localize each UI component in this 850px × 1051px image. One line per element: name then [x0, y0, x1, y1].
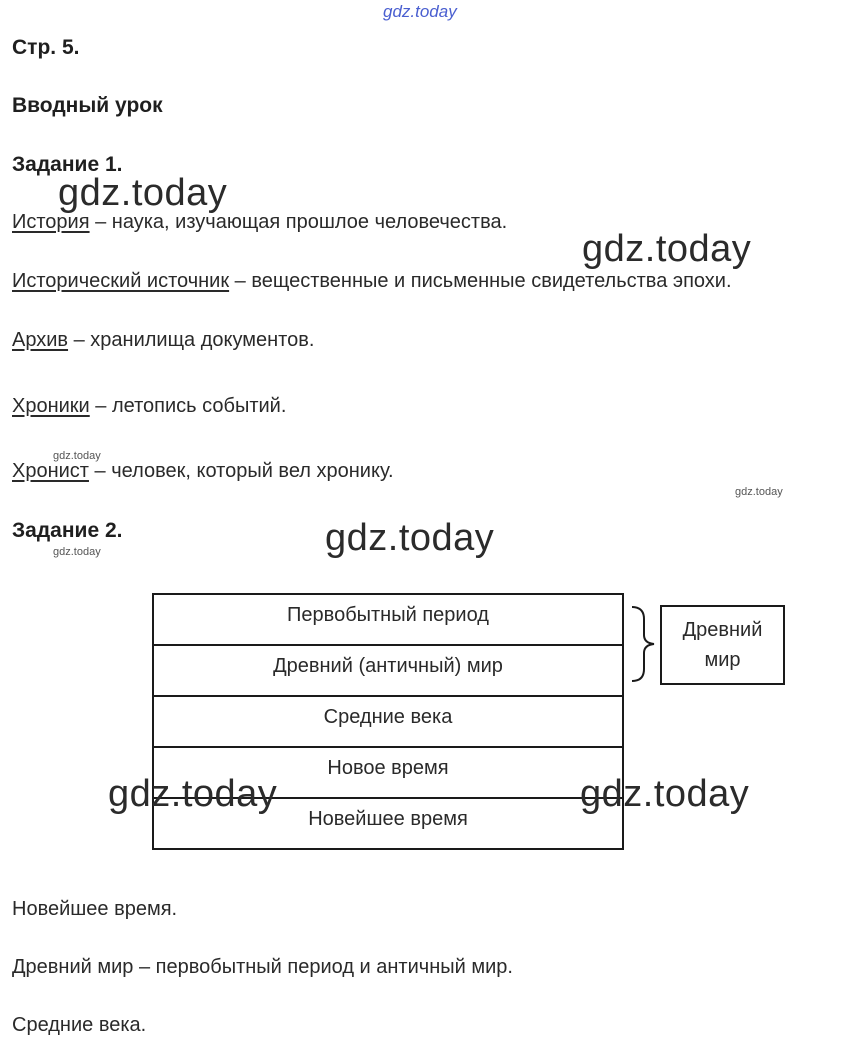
definition-term: История [12, 211, 90, 233]
definition-text: – наука, изучающая прошлое человечества. [89, 211, 508, 233]
definition-term: Исторический источник [12, 270, 230, 292]
task1-heading: Задание 1. [12, 153, 123, 176]
definition-text: – человек, который вел хронику. [88, 460, 394, 482]
watermark-big: gdz.today [582, 228, 752, 270]
watermark-big: gdz.today [108, 773, 278, 815]
period-row: Новейшее время [308, 808, 468, 830]
definition-term: Архив [12, 329, 69, 351]
definition-khroniki [12, 395, 286, 418]
period-row: Новое время [154, 748, 622, 799]
period-row: Древний (античный) мир [154, 646, 622, 697]
watermark-big: gdz.today [325, 517, 495, 559]
period-row: Средние века [154, 697, 622, 748]
bracket-label: Древний мир [682, 619, 763, 671]
period-row: Первобытный период [154, 595, 622, 646]
definition-term: Хроники [12, 395, 90, 417]
definition-istochnik [12, 270, 732, 293]
bracket-label-box [660, 605, 785, 685]
watermark-small: gdz.today [53, 546, 101, 558]
watermark-big: gdz.today [580, 773, 750, 815]
page-label: Стр. 5. [12, 36, 80, 59]
answer-line: Средние века. [12, 1014, 147, 1036]
definition-text: – вещественные и письменные свидетельства эпохи. [229, 270, 732, 292]
definition-khronist [12, 460, 394, 483]
definition-arkhiv [12, 329, 314, 352]
answer-line: Новейшее время. [12, 898, 178, 920]
task2-heading: Задание 2. [12, 519, 123, 542]
brace-icon [628, 605, 664, 683]
definition-text: – хранилища документов. [68, 329, 315, 351]
watermark-big: gdz.today [58, 172, 228, 214]
definition-text: – летопись событий. [89, 395, 287, 417]
watermark-top: gdz.today [383, 2, 457, 21]
definition-term: Хронист [12, 460, 89, 482]
answer-line: Древний мир – первобытный период и античный мир. [12, 956, 513, 978]
watermark-small: gdz.today [53, 450, 101, 462]
watermark-small: gdz.today [735, 486, 783, 498]
lesson-title: Вводный урок [12, 94, 163, 117]
